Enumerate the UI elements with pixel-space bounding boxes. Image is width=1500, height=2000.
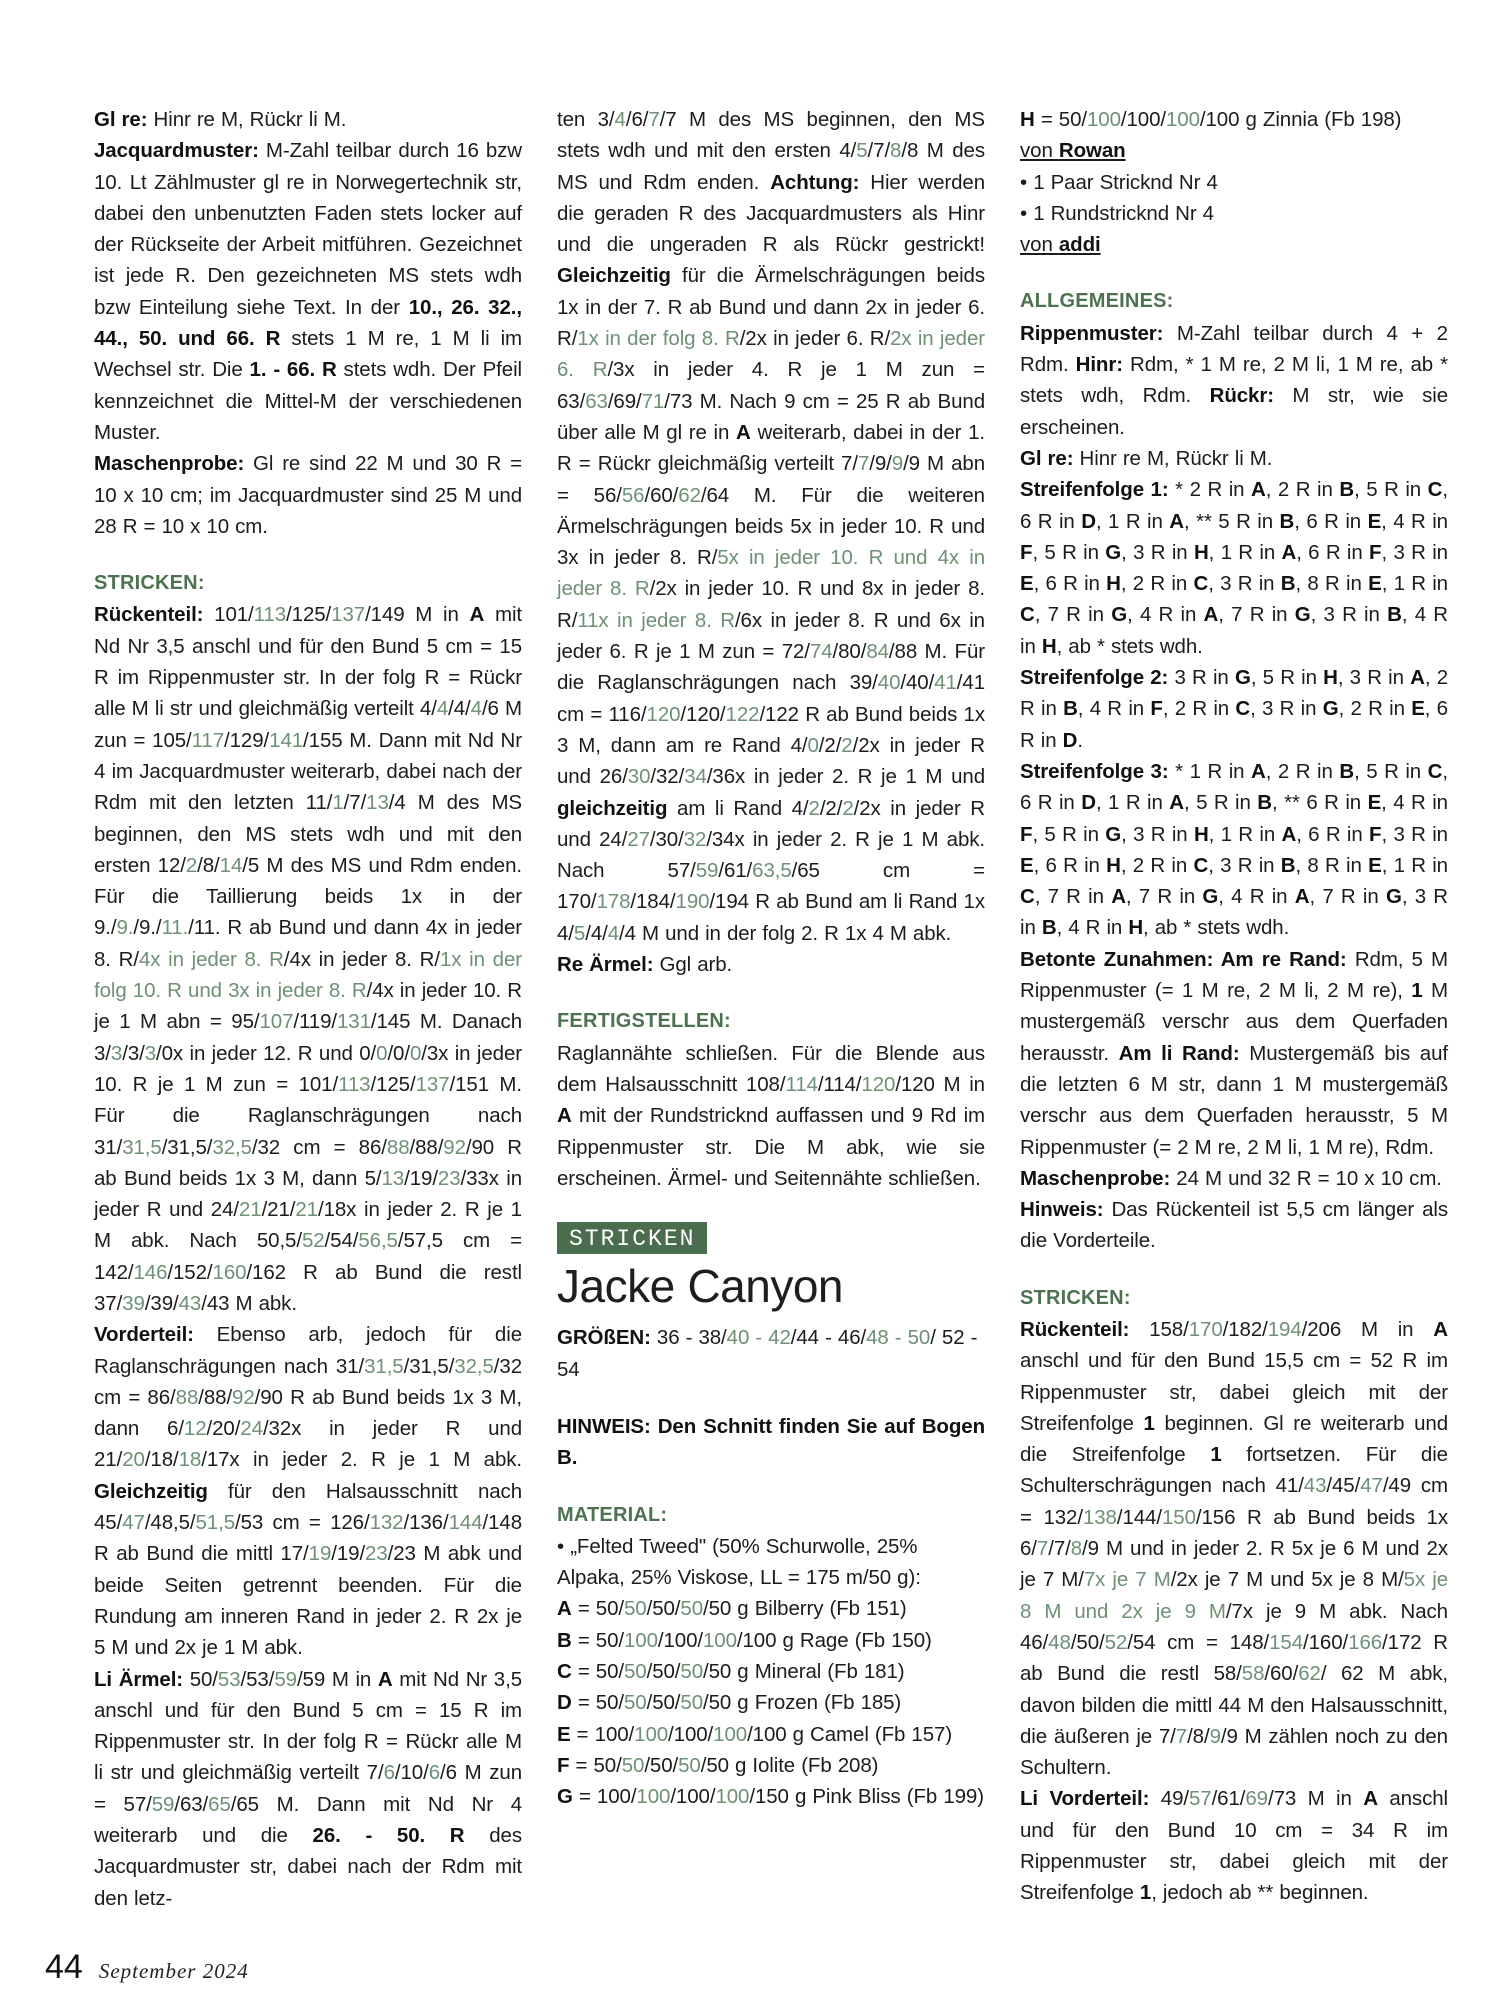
rippenmuster-paragraph: Rippenmuster: M-Zahl teilbar durch 4 + 2 Rdm. Hinr: Rdm, * 1 M re, 2 M li, 1 M re, ab * stets wdh, Rdm. Rückr: M str, wie sie erscheinen. [1020, 321, 1448, 439]
pattern-title: Jacke Canyon [557, 1260, 843, 1313]
betonte-zunahmen-paragraph: Betonte Zunahmen: Am re Rand: Rdm, 5 M Rippenmuster (= 1 M re, 2 M li, 2 M re), 1 M mustergemäß verschr aus dem Querfaden herausstr. Am li Rand: Mustergemäß bis auf die letzten 6 M str, dann 1 M mustergemäß verschr aus dem Querfaden herausstr, 5 M Rippenmuster (= 2 M re, 2 M li, 1 M re), Rdm. [1020, 947, 1448, 1159]
section-heading-material: MATERIAL: [557, 1503, 668, 1526]
li-aermel-continued-paragraph: ten 3/4/6/7/7 M des MS beginnen, den MS stets wdh und mit den ersten 4/5/7/8/8 M des MS und Rdm enden. Achtung: Hier werden die geraden R des Jacquardmusters als Hinr und die ungeraden R als Rückr gestrickt! Gleichzeitig für die Ärmelschrägungen beids 1x in der 7. R ab Bund und dann 2x in jeder 6. R/1x in der folg 8. R/2x in jeder 6. R/2x in jeder 6. R/3x in jeder 4. R je 1 M zun = 63/63/69/71/73 M. Nach 9 cm = 25 R ab Bund über alle M gl re in A weiterarb, dabei in der 1. R = Rückr gleichmäßig verteilt 7/7/9/9/9 M abn = 56/56/60/62/64 M. Für die weiteren Ärmelschrägungen beids 5x in jeder 10. R und 3x in jeder 8. R/5x in jeder 10. R und 4x in jeder 8. R/2x in jeder 10. R und 8x in jeder 8. R/11x in jeder 8. R/6x in jeder 8. R und 6x in jeder 6. R je 1 M zun = 72/74/80/84/88 M. Für die Raglanschrägungen nach 39/40/40/41/41 cm = 116/120/120/122/122 R ab Bund beids 1x 3 M, dann am re Rand 4/0/2/2/2x in jeder R und 26/30/32/34/36x in jeder 2. R je 1 M und gleichzeitig am li Rand 4/2/2/2/2x in jeder R und 24/27/30/32/34x in jeder 2. R je 1 M abk. Nach 57/59/61/63,5/65 cm = 170/178/184/190/194 R ab Bund am li Rand 1x 4/5/4/4/4 M und in der folg 2. R 1x 4 M abk. [557, 108, 986, 945]
fertigstellen-paragraph: Raglannähte schließen. Für die Blende aus dem Halsausschnitt 108/114/114/120/120 M in A mit der Rundstricknd auffassen und 9 Rd im Rippenmuster str. Die M abk, wie sie erscheinen. Ärmel- und Seitennähte schließen. [557, 1041, 985, 1190]
maschenprobe-paragraph: Maschenprobe: Gl re sind 22 M und 30 R = 10 x 10 cm; im Jacquardmuster sind 25 M und 28 R = 10 x 10 cm. [94, 452, 522, 538]
hinweis-paragraph: Hinweis: Das Rückenteil ist 5,5 cm länger als die Vorderteile. [1020, 1198, 1448, 1253]
vorderteil-paragraph: Vorderteil: Ebenso arb, jedoch für die Raglanschrägungen nach 31/31,5/31,5/32,5/32 cm = 86/88/88/92/90 R ab Bund beids 1x 3 M, dann 6/12/20/24/32x in jeder R und 21/20/18/18/17x in jeder 2. R je 1 M abk. Gleichzeitig für den Halsausschnitt nach 45/47/48,5/51,5/53 cm = 126/132/136/144/148 R ab Bund die mittl 17/19/19/23/23 M abk und beide Seiten getrennt beenden. Für die Rundung am inneren Rand in jeder 2. R 2x je 5 M und 2x je 1 M abk. [94, 1323, 523, 1660]
yarn-line: C = 50/50/50/50/50 g Mineral (Fb 181) [557, 1660, 905, 1684]
gl-re-paragraph: Gl re: Hinr re M, Rückr li M. [1020, 446, 1273, 470]
streifenfolge-3-paragraph: Streifenfolge 3: * 1 R in A, 2 R in B, 5 R in C, 6 R in D, 1 R in A, 5 R in B, ** 6 R in E, 4 R in F, 5 R in G, 3 R in H, 1 R in A, 6 R in F, 3 R in E, 6 R in H, 2 R in C, 3 R in B, 8 R in E, 1 R in C, 7 R in A, 7 R in G, 4 R in A, 7 R in G, 3 R in B, 4 R in H, ab * stets wdh. [1020, 759, 1448, 940]
jacquard-paragraph: Jacquardmuster: M-Zahl teilbar durch 16 bzw 10. Lt Zählmuster gl re in Norwegertechnik str, dabei den unbenutzten Faden stets locker auf der Rückseite der Arbeit mitführen. Gezeichnet ist jede R. Den gezeichneten MS stets wdh bzw Einteilung siehe Text. In der 10., 26. 32., 44., 50. und 66. R stets 1 M re, 1 M li im Wechsel str. Die 1. - 66. R stets wdh. Der Pfeil kennzeichnet die Mittel-M der verschiedenen Muster. [94, 139, 523, 444]
groessen-paragraph: GRÖßEN: 36 - 38/40 - 42/44 - 46/48 - 50/ 52 - 54 [557, 1326, 978, 1381]
issue-date: September 2024 [98, 1959, 249, 1983]
yarn-line: D = 50/50/50/50/50 g Frozen (Fb 185) [557, 1691, 902, 1715]
section-heading-stricken: STRICKEN: [1020, 1286, 1131, 1309]
rueckenteil-paragraph: Rückenteil: 101/113/125/137/149 M in A mit Nd Nr 3,5 anschl und für den Bund 5 cm = 15 R im Rippenmuster str. In der folg R = Rückr alle M li str und gleichmäßig verteilt 4/4/4/4/6 M zun = 105/117/129/141/155 M. Dann mit Nd Nr 4 im Jacquardmuster weiterarb, dabei nach der Rdm mit den letzten 11/1/7/13/4 M des MS beginnen, den MS stets wdh und mit den ersten 12/2/8/14/5 M des MS und Rdm enden. Für die Taillierung beids 1x in der 9./9./9./11./11. R ab Bund und dann 4x in jeder 8. R/4x in jeder 8. R/4x in jeder 8. R/1x in der folg 10. R und 3x in jeder 8. R/4x in jeder 10. R je 1 M abn = 95/107/119/131/145 M. Danach 3/3/3/3/0x in jeder 12. R und 0/0/0/0/3x in jeder 10. R je 1 M zun = 101/113/125/137/151 M. Für die Raglanschrägungen nach 31/31,5/31,5/32,5/32 cm = 86/88/88/92/90 R ab Bund beids 1x 3 M, dann 5/13/19/23/33x in jeder R und 24/21/21/21/18x in jeder 2. R je 1 M abk. Nach 50,5/52/54/56,5/57,5 cm = 142/146/152/160/162 R ab Bund die restl 37/39/39/43/43 M abk. [94, 603, 523, 1315]
yarn-line: H = 50/100/100/100/100 g Zinnia (Fb 198) [1020, 108, 1402, 131]
gl-re-paragraph: Gl re: Hinr re M, Rückr li M. [94, 108, 347, 131]
yarn-line: B = 50/100/100/100/100 g Rage (Fb 150) [557, 1628, 932, 1652]
streifenfolge-2-paragraph: Streifenfolge 2: 3 R in G, 5 R in H, 3 R in A, 2 R in B, 4 R in F, 2 R in C, 3 R in G, 2 R in E, 6 R in D. [1020, 666, 1448, 752]
material-intro: • „Felted Tweed" (50% Schurwolle, 25% Alpaka, 25% Viskose, LL = 175 m/50 g): [557, 1531, 985, 1594]
section-heading-stricken: STRICKEN: [94, 572, 205, 595]
brand-rowan: von Rowan [1020, 139, 1126, 163]
streifenfolge-1-paragraph: Streifenfolge 1: * 2 R in A, 2 R in B, 5 R in C, 6 R in D, 1 R in A, ** 5 R in B, 6 R in E, 4 R in F, 5 R in G, 3 R in H, 1 R in A, 6 R in F, 3 R in E, 6 R in H, 2 R in C, 3 R in B, 8 R in E, 1 R in C, 7 R in G, 4 R in A, 7 R in G, 3 R in B, 4 R in H, ab * stets wdh. [1020, 478, 1448, 658]
re-aermel-paragraph: Re Ärmel: Ggl arb. [557, 953, 733, 977]
page-footer [45, 1948, 249, 1987]
column-2 [557, 104, 985, 1813]
yarn-line: F = 50/50/50/50/50 g Iolite (Fb 208) [557, 1753, 879, 1777]
needle-item: • 1 Rundstricknd Nr 4 [1020, 198, 1448, 229]
li-vorderteil-paragraph: Li Vorderteil: 49/57/61/69/73 M in A anschl und für den Bund 10 cm = 34 R im Rippenmuster str, dabei gleich mit der Streifenfolge 1, jedoch ab ** beginnen. [1020, 1787, 1448, 1905]
section-heading-fertigstellen: FERTIGSTELLEN: [557, 1010, 731, 1033]
section-heading-allgemeines: ALLGEMEINES: [1020, 290, 1174, 313]
category-tag: STRICKEN [557, 1222, 707, 1254]
column-1 [94, 104, 522, 1914]
needle-item: • 1 Paar Stricknd Nr 4 [1020, 167, 1448, 198]
yarn-list [557, 1593, 985, 1812]
rueckenteil-paragraph: Rückenteil: 158/170/182/194/206 M in A anschl und für den Bund 15,5 cm = 52 R im Rippenmuster str, dabei gleich mit der Streifenfolge 1 beginnen. Gl re weiterarb und die Streifenfolge 1 fortsetzen. Für die Schulterschrägungen nach 41/43/45/47/49 cm = 132/138/144/150/156 R ab Bund beids 1x 6/7/7/8/9 M und in jeder 2. R 5x je 6 M und 2x je 7 M/7x je 7 M/2x je 7 M und 5x je 8 M/5x je 8 M und 2x je 9 M/7x je 9 M abk. Nach 46/48/50/52/54 cm = 148/154/160/166/172 R ab Bund die restl 58/58/60/62/ 62 M abk, davon bilden die mittl 44 M den Halsausschnitt, die äußeren je 7/7/8/9/9 M zählen noch zu den Schultern. [1020, 1317, 1449, 1780]
column-3 [1020, 104, 1448, 1909]
li-aermel-paragraph: Li Ärmel: 50/53/53/59/59 M in A mit Nd Nr 3,5 anschl und für den Bund 5 cm = 15 R im Rippenmuster str. In der folg R = Rückr alle M li str und gleichmäßig verteilt 7/6/10/6/6 M zun = 57/59/63/65/65 M. Dann mit Nd Nr 4 weiterarb und die 26. - 50. R des Jacquardmuster str, dabei nach der Rdm mit den letz- [94, 1667, 523, 1910]
maschenprobe-paragraph: Maschenprobe: 24 M und 32 R = 10 x 10 cm. [1020, 1166, 1442, 1190]
page-number: 44 [45, 1948, 83, 1986]
yarn-line: A = 50/50/50/50/50 g Bilberry (Fb 151) [557, 1597, 907, 1621]
hinweis-schnitt: HINWEIS: Den Schnitt finden Sie auf Bogen B. [557, 1414, 985, 1470]
yarn-line: G = 100/100/100/100/150 g Pink Bliss (Fb 199) [557, 1785, 984, 1809]
brand-addi: von addi [1020, 233, 1101, 257]
yarn-line: E = 100/100/100/100/100 g Camel (Fb 157) [557, 1722, 953, 1746]
